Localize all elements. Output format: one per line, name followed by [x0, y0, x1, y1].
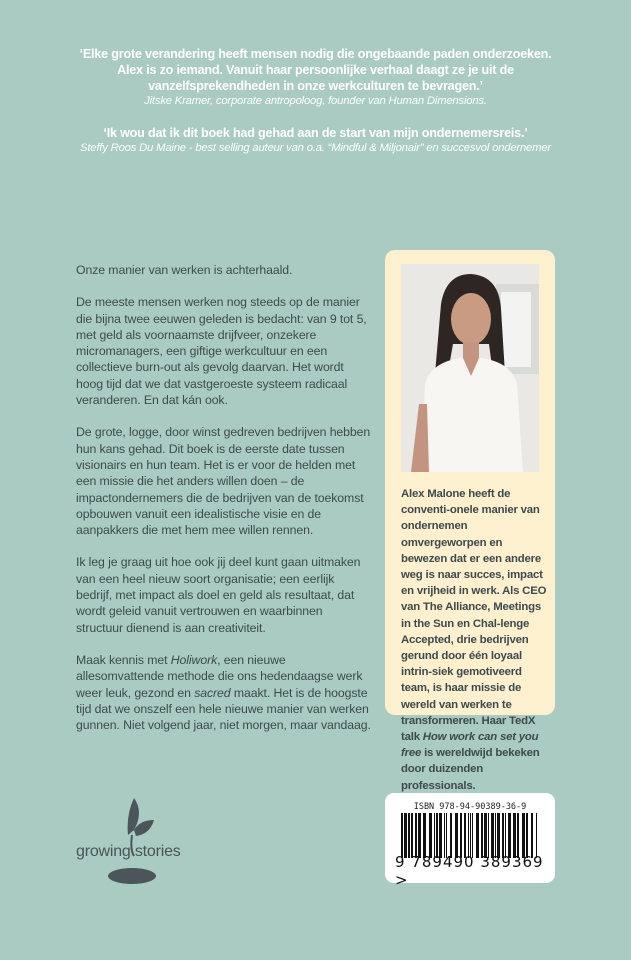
barcode-bar: [505, 813, 506, 858]
quote-1-attribution: Jitske Kramer, corporate antropoloog, founder van Human Dimensions.: [144, 95, 487, 107]
barcode-digits: 9 789490 389369 >: [395, 853, 544, 889]
barcode-bar: [536, 813, 537, 858]
barcode-bar: [508, 813, 511, 858]
barcode-bar: [491, 813, 494, 858]
text: Alex Malone heeft de conventi-onele manier van ondernemen omvergeworpen en bewezen dat er een andere weg is naar succes, impact en vrijheid in werk. Als CEO van The Alliance, Meetings in the Sun en Chal-lenge Accepted, drie bedrijven gerund door één loyaal intrin-siek gemotiveerd team, is haar missie de wereld van werken te transformeren. Haar TedX talk: [401, 488, 547, 744]
isbn-barcode: [385, 793, 555, 889]
text: Maak kennis met: [76, 652, 171, 667]
sacred-term: sacred: [194, 685, 231, 700]
barcode-bar: [411, 813, 413, 858]
barcode-bar: [517, 813, 519, 858]
barcode-bar: [522, 813, 525, 858]
publisher-name: growing stories: [76, 843, 181, 860]
text: is wereldwijd bekeken door duizenden professionals.: [401, 747, 540, 792]
text: , een nieuwe allesomvattende methode die ons hedendaagse werk weer leuk, gezond en: [76, 652, 363, 700]
quote-2-attribution: Steffy Roos Du Maine - best selling auteur van o.a. “Mindful & Miljonair” en succesvol ondernemer: [80, 142, 551, 154]
blurb-paragraph: Ik leg je graag uit hoe ook jij deel kunt gaan uitmaken van een heel nieuw soort organisatie; een eerlijk bedrijf, met impact als doel en geld als resultaat, dat wordt geleid vanuit vertrouwen en waarbinnen structuur dienend is aan creativiteit.: [76, 555, 361, 635]
barcode-bar: [481, 813, 483, 858]
barcode-bar: [497, 813, 500, 858]
blurb-paragraph: [76, 652, 372, 733]
barcode-bar: [446, 813, 447, 858]
barcode-bar: [470, 813, 471, 858]
barcode-bar: [488, 813, 489, 858]
barcode-bar: [408, 813, 410, 858]
sprout-icon: [70, 790, 210, 890]
quote-1: ‘Elke grote verandering heeft mensen nodig die ongebaande paden onderzoeken. Alex is zo iemand. Vanuit haar persoonlijke verhaal daagt ze je uit de vanzelfsprekendheden in onze werkculturen te bevragen.’: [79, 47, 552, 93]
barcode-bar: [455, 813, 458, 858]
publisher-logo: [70, 790, 210, 890]
blurb-paragraph: De grote, logge, door winst gedreven bedrijven hebben hun kans gehad. Dit boek is de eerste date tussen visionairs en hun team. Het is er voor de helden met een missie die het anders willen doen – de impactondernemers die de bedrijven van de toekomst opbouwen vanuit een idealistische visie en de aanpakkers die met hem mee willen rennen.: [76, 425, 371, 538]
tedx-talk-title: How work can set you free: [401, 731, 539, 760]
barcode-bar: [502, 813, 504, 858]
barcode-bar: [460, 813, 462, 858]
barcode-bar: [401, 813, 403, 858]
barcode-bar: [415, 813, 417, 858]
barcode-bar: [476, 813, 479, 858]
quote-2: ‘Ik wou dat ik dit boek had gehad aan de start van mijn ondernemersreis.’: [103, 126, 528, 140]
barcode-bar: [439, 813, 442, 858]
barcode-bar: [495, 813, 496, 858]
blurb-paragraph: De meeste mensen werken nog steeds op de manier die bijna twee eeuwen geleden is bedacht: van 9 tot 5, met geld als voornaamste drijfveer, onzekere micromanagers, een giftige werkcultuur en een collectieve burn-out als gevolg daarvan. Het wordt hoog tijd dat we dat vastgeroeste systeem radicaal veranderen. En dat kán ook.: [76, 295, 367, 408]
holiwork-term: Holiwork: [170, 652, 218, 667]
barcode-bar: [472, 813, 473, 858]
barcode-bar: [468, 813, 469, 858]
barcode-bar: [464, 813, 466, 858]
barcode-bar: [526, 813, 528, 858]
barcode-bar: [444, 813, 445, 858]
barcode-bar: [450, 813, 452, 858]
barcode-bar: [531, 813, 533, 858]
barcode-bar: [429, 813, 432, 858]
blurb: [76, 262, 372, 749]
author-bio: [401, 486, 547, 794]
author-photo: [401, 264, 539, 472]
blurb-paragraph: Onze manier van werken is achterhaald.: [76, 263, 293, 277]
endorsements: [0, 46, 631, 172]
barcode-bar: [484, 813, 487, 858]
barcode-bar: [434, 813, 435, 858]
barcode-bar: [418, 813, 421, 858]
barcode-bar: [423, 813, 426, 858]
author-bio-box: [385, 250, 555, 792]
text: maakt. Het is de hoogste tijd dat we onszelf een hele nieuwe manier van werken gunnen. Niet volgend jaar, niet morgen, maar vandaag.: [76, 685, 371, 733]
barcode-bar: [404, 813, 407, 858]
barcode-bar: [513, 813, 516, 858]
isbn-label: ISBN 978-94-90389-36-9: [413, 802, 527, 812]
barcode-bar: [436, 813, 438, 858]
